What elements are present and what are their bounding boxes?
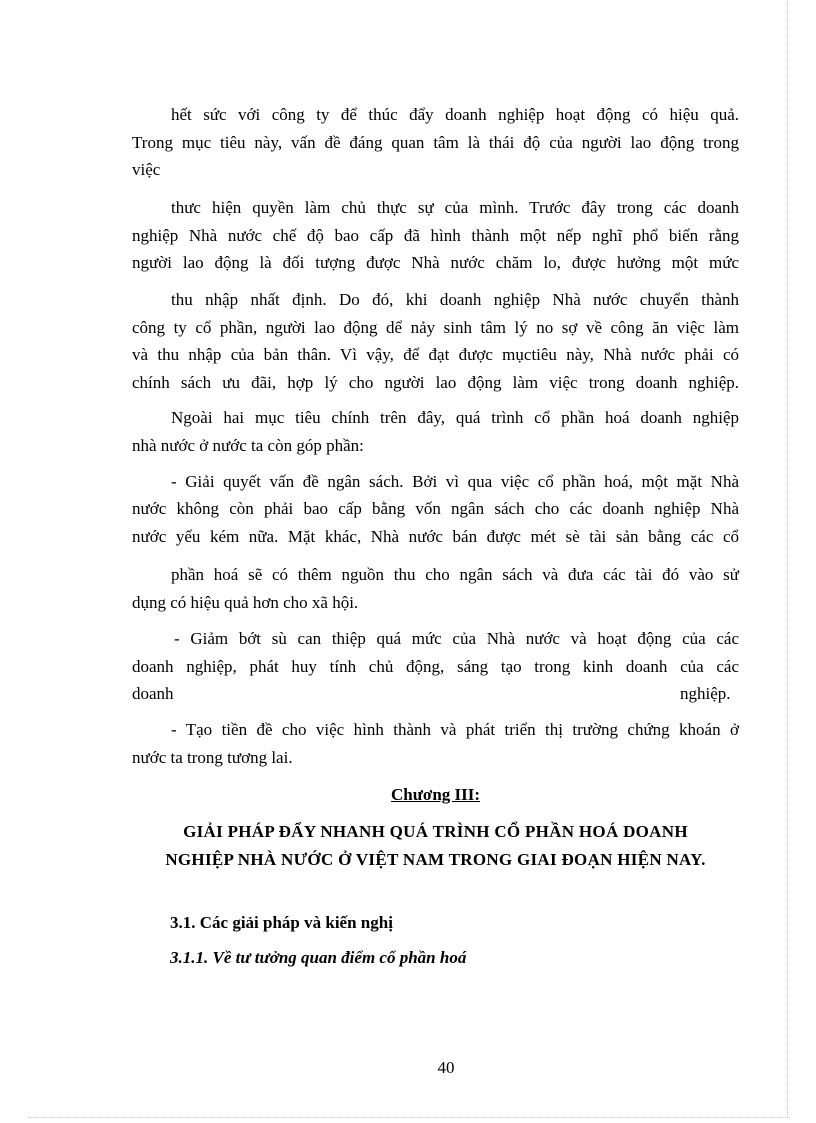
text-line: nước ta trong tương lai. [132, 748, 293, 767]
chapter-label: Chương III: [390, 785, 481, 804]
text-line: và thu nhập của bản thân. Vì vậy, để đạt được mụctiêu này, Nhà nước phải có [132, 345, 739, 364]
text-line: dụng có hiệu quả hơn cho xã hội. [132, 593, 359, 612]
text-line: công ty cổ phần, người lao động dể nảy sinh tâm lý no sợ về công ăn việc làm [132, 318, 739, 337]
text-line: Ngoài hai mục tiêu chính trên đây, quá trình cổ phần hoá doanh nghiệp [171, 408, 739, 427]
text-line: nhà nước ở nước ta còn góp phần: [132, 436, 364, 455]
text-line: - Giải quyết vấn đề ngân sách. Bởi vì qua việc cổ phần hoá, một mặt Nhà [171, 472, 739, 491]
chapter-title-line-2: NGHIỆP NHÀ NƯỚC Ở VIỆT NAM TRONG GIAI ĐOẠN HIỆN NAY. [165, 850, 706, 869]
text-line: doanh nghiệp, phát huy tính chủ động, sáng tạo trong kinh doanh của các [132, 657, 739, 676]
section-heading: 3.1. Các giải pháp và kiến nghị [170, 913, 393, 932]
text-line: nghiệp Nhà nước chế độ bao cấp đã hình thành một nếp nghĩ phổ biến rằng [132, 226, 739, 245]
text-line: phần hoá sẽ có thêm nguồn thu cho ngân sách và đưa các tài đó vào sử [171, 565, 739, 584]
page-border-right [787, 0, 788, 1117]
text-line: - Giảm bớt sù can thiệp quá mức của Nhà nước và hoạt động của các [174, 629, 739, 648]
text-line: - Tạo tiền đề cho việc hình thành và phát triển thị trường chứng khoán ở [171, 720, 739, 739]
text-line: nước yếu kém nữa. Mặt khác, Nhà nước bán được mét sè tài sản bằng các cổ [132, 527, 739, 546]
text-line: nghiệp. [680, 684, 731, 703]
subsection-heading: 3.1.1. Về tư tưởng quan điểm cổ phần hoá [170, 948, 467, 967]
text-line: chính sách ưu đãi, hợp lý cho người lao động làm việc trong doanh nghiệp. [132, 373, 739, 392]
chapter-title-line-1: GIẢI PHÁP ĐẨY NHANH QUÁ TRÌNH CỔ PHẦN HOÁ DOANH [183, 822, 688, 841]
text-line: người lao động là đối tượng được Nhà nước chăm lo, được hưởng một mức [132, 253, 739, 272]
text-line: nước không còn phải bao cấp bằng vốn ngân sách cho các doanh nghiệp Nhà [132, 499, 739, 518]
text-line: việc [132, 160, 161, 179]
page-border-bottom [28, 1117, 788, 1118]
text-line: hết sức với công ty để thúc đẩy doanh nghiệp hoạt động có hiệu quả. [171, 105, 739, 124]
text-line: thu nhập nhất định. Do đó, khi doanh nghiệp Nhà nước chuyển thành [171, 290, 739, 309]
text-line: thưc hiện quyền làm chủ thực sự của mình. Trước đây trong các doanh [171, 198, 739, 217]
page-number: 40 [437, 1058, 455, 1077]
text-line: doanh [132, 684, 174, 703]
text-line: Trong mục tiêu này, vấn đề đáng quan tâm là thái độ của người lao động trong [132, 133, 739, 152]
